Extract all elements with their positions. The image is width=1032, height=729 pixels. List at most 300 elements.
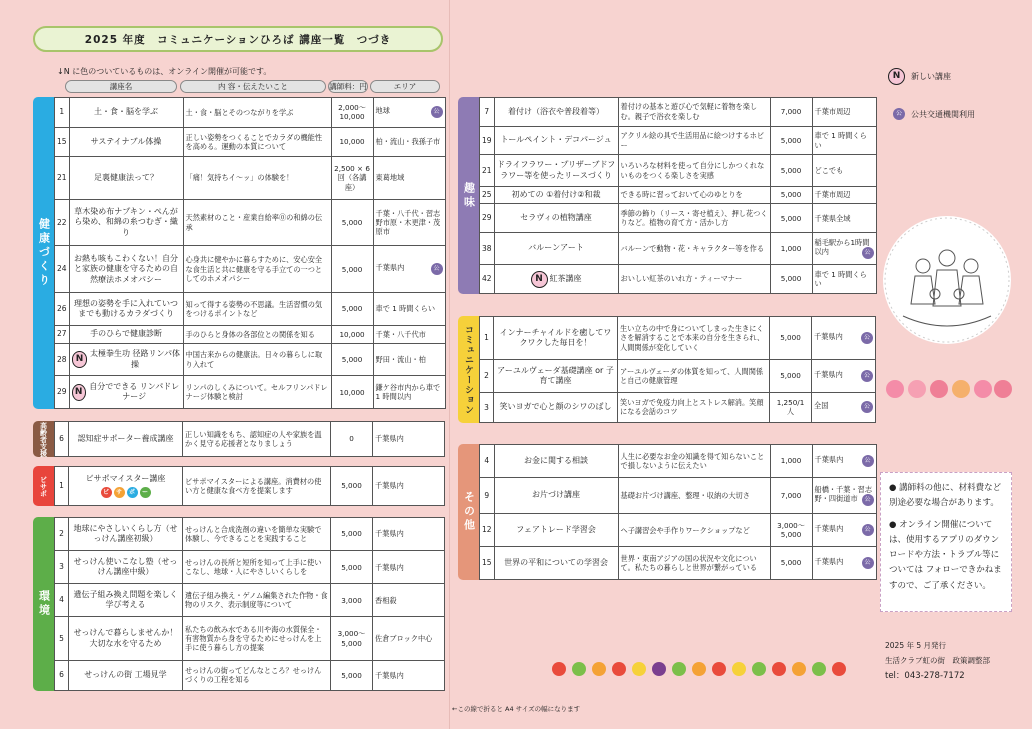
course-area: 車で 1 時間くらい: [814, 269, 867, 289]
course-name-cell: [69, 127, 183, 157]
vegetable-icon: [592, 662, 606, 676]
course-area-cell: [373, 551, 445, 584]
course-content: せっけんと合成洗剤の違いを簡単な実験で体験し、今できることを実践すること: [183, 518, 331, 551]
course-content: 私たちの飲み水である川や海の水質保全・有害物質から身を守るためにせっけんを上手に使う暮らし方の提案: [183, 617, 331, 660]
course-fee: 5,000: [331, 467, 373, 506]
course-name-cell: [69, 325, 183, 343]
table-row: [55, 584, 445, 617]
course-content: 中国古来からの健康法。日々の暮らしに取り入れて: [183, 343, 331, 375]
course-fee: 5,000: [331, 551, 373, 584]
course-number: 24: [55, 246, 70, 293]
new-badge-icon: N: [72, 351, 88, 368]
flower-icon: [886, 380, 904, 398]
course-number: 6: [55, 422, 69, 457]
course-name-cell: [69, 246, 183, 293]
table-row: [55, 518, 445, 551]
course-area: 千葉市周辺: [814, 107, 851, 117]
course-fee: 5,000: [331, 660, 373, 690]
course-content: 世界・東南アジアの国の状況や文化について。私たちの暮らしと世界が繋がっている: [618, 547, 770, 580]
flower-icon: [974, 380, 992, 398]
course-content: 生い立ちの中で身についてしまった生きにくさを解消することで本来の自分を生きられ、人間関係が変化していく: [618, 317, 770, 360]
course-name: お熱も咳もこわくない！自分と家族の健康を守るための自然療法ホメオパシー: [74, 253, 179, 284]
course-content: 心身共に健やかに暮らすために、安心安全な食生活と共に健康を守る手立ての一つとしてのホメオパシー: [183, 246, 331, 293]
legend-new-label: 新しい講座: [911, 72, 951, 81]
course-fee: 2,000～10,000: [331, 98, 373, 128]
course-content: おいしい紅茶のいれ方・ティーマナー: [618, 265, 770, 294]
course-fee: 5,000: [331, 246, 373, 293]
public-transport-icon: 公: [861, 332, 873, 344]
section-label: コミュニケーション: [458, 316, 479, 423]
online-note: ↓N に色のついているものは、オンライン開催が可能です。: [57, 67, 272, 76]
course-area: 千葉・八千代市: [375, 329, 426, 339]
flower-icon: [952, 380, 970, 398]
course-number: 12: [480, 514, 495, 547]
course-name: 認知症サポーター養成講座: [77, 433, 174, 443]
section-hobby: [458, 97, 877, 294]
course-content: 天然素材のこと・産業自給率⓪の和綿の伝承: [183, 199, 331, 246]
course-fee: 1,000: [770, 445, 812, 478]
course-name: セラヴィの植物講座: [520, 213, 592, 223]
course-area-cell: [812, 317, 876, 360]
table-row: [55, 343, 446, 375]
legend-new: [888, 68, 951, 85]
vegetable-icon: [712, 662, 726, 676]
table-row: [480, 514, 877, 547]
family-illustration: [883, 216, 1011, 344]
course-area-cell: [812, 265, 876, 294]
section-other: [458, 444, 877, 580]
course-area-cell: [373, 467, 445, 506]
course-name-cell: [494, 98, 618, 127]
table-row: [55, 325, 446, 343]
course-name-cell: [494, 265, 618, 294]
course-area-cell: [373, 343, 445, 375]
course-table: [54, 97, 446, 409]
course-content: 基礎お片づけ講座、整理・収納の大切さ: [618, 477, 770, 514]
course-content: ヘ子講習会や手作りワークショップなど: [618, 514, 770, 547]
course-area: 千葉県全域: [814, 213, 851, 223]
course-area: 佐倉ブロック中心: [375, 633, 433, 643]
public-transport-icon: 公: [431, 106, 443, 118]
course-table: [54, 466, 445, 506]
course-area: 稲毛駅から1時間以内: [814, 237, 870, 257]
course-name: ドライフラワー・プリザーブドフラワー等を使ったリースづくり: [496, 160, 616, 180]
course-area: 野田・流山・柏: [375, 355, 426, 365]
course-content: ビサポマイスターによる講座。消費材の使い方と健康な食べ方を提案します: [183, 467, 331, 506]
course-area-cell: [373, 199, 445, 246]
course-name-cell: [494, 204, 618, 233]
public-transport-icon: 公: [861, 370, 873, 382]
bisapo-logo-letter: ビ: [101, 487, 112, 498]
public-transport-icon: 公: [862, 557, 874, 569]
course-fee: 3,000: [331, 584, 373, 617]
course-area-cell: [812, 186, 876, 204]
flower-icon: [930, 380, 948, 398]
course-name-cell: [69, 343, 183, 375]
course-number: 3: [55, 551, 69, 584]
table-row: [480, 265, 877, 294]
vegetable-icon: [652, 662, 666, 676]
bisapo-logo-letter: ー: [140, 487, 151, 498]
course-name: 自分でできる リンパドレナージ: [89, 381, 180, 402]
header-content: 内 容・伝えたいこと: [180, 80, 326, 93]
table-row: [55, 376, 446, 409]
course-name-cell: [494, 477, 618, 514]
header-fee: 講師料：円: [329, 82, 367, 91]
page-title: 2025 年度 コミュニケーションひろば 講座一覧 つづき: [33, 26, 443, 52]
vegetable-icon: [692, 662, 706, 676]
course-name-cell: [494, 186, 618, 204]
course-fee: 7,000: [770, 98, 812, 127]
public-transport-icon: 公: [862, 494, 874, 506]
course-fee: 5,000: [770, 204, 812, 233]
course-area: 千葉・八千代・習志野市原・木更津・茂原市: [375, 208, 441, 237]
course-fee: 5,000: [770, 265, 812, 294]
table-row: [480, 317, 876, 360]
course-number: 25: [480, 186, 495, 204]
course-name-cell: [69, 660, 183, 690]
course-number: 4: [480, 445, 495, 478]
course-content: アーユルヴェーダの体質を知って、人間関係と自己の健康管理: [618, 360, 770, 393]
course-content: 人生に必要なお金の知識を得て知らないことで損しないように伝えたい: [618, 445, 770, 478]
legend-public-label: 公共交通機関利用: [911, 109, 975, 119]
course-area: 千葉県内: [814, 332, 843, 341]
course-area-cell: [812, 98, 876, 127]
course-name: せっけんで暮らしませんか！大切な水を守るため: [73, 628, 178, 648]
course-area-cell: [373, 617, 445, 660]
course-number: 1: [55, 467, 69, 506]
course-fee: 7,000: [770, 477, 812, 514]
course-name: バルーンアート: [528, 243, 584, 253]
section-label: ビサポ: [33, 466, 54, 506]
course-name: 初めての ①着付け②和裁: [511, 189, 601, 199]
course-name: 土・食・脳を学ぶ: [94, 107, 159, 117]
course-content: 土・食・脳とそのつながりを学ぶ: [183, 98, 331, 128]
section-bisapo: [33, 466, 445, 506]
course-content: バルーンで動物・花・キャラクター等を作る: [618, 233, 770, 265]
new-badge-icon: N: [531, 271, 548, 288]
course-name-cell: [69, 518, 183, 551]
course-content: リンパのしくみについて。セルフリンパドレナージ体験と検討: [183, 376, 331, 409]
new-badge-icon: N: [888, 68, 905, 85]
course-number: 21: [55, 157, 70, 199]
course-number: 21: [480, 155, 495, 186]
course-name: 手のひらで健康診断: [90, 329, 162, 339]
table-row: [480, 445, 877, 478]
course-number: 4: [55, 584, 69, 617]
course-content: 正しい知識をもち、認知症の人や家族を温かく見守る応援者となりましょう: [183, 422, 331, 457]
table-row: [480, 547, 877, 580]
course-name-cell: [494, 317, 618, 360]
vegetable-icon: [572, 662, 586, 676]
course-name: 地球にやさしいくらし方（せっけん講座初級）: [73, 523, 178, 544]
course-fee: 3,000～5,000: [331, 617, 373, 660]
course-fee: 3,000～5,000: [770, 514, 812, 547]
course-name-cell: [494, 547, 618, 580]
course-area: 地球: [375, 106, 390, 116]
table-row: [55, 199, 446, 246]
header-name: 講座名: [65, 80, 177, 93]
course-number: 1: [55, 98, 70, 128]
course-content: 遺伝子組み換え・ゲノム編集された作物・食物のリスク、表示制度等について: [183, 584, 331, 617]
course-area: 千葉県内: [814, 454, 844, 464]
section-label: 高齢者支援: [33, 421, 54, 457]
course-content: 手のひらと身体の各部位との関係を知る: [183, 325, 331, 343]
course-table: [479, 97, 877, 294]
section-environment: [33, 517, 445, 691]
course-table: [54, 421, 445, 457]
course-area-cell: [812, 204, 876, 233]
footer-date: 2025 年 5 月発行: [885, 641, 947, 650]
course-area: 千葉県内: [375, 481, 404, 491]
bisapo-logo-letter: サ: [114, 487, 125, 498]
course-name-cell: [69, 467, 183, 506]
course-name-cell: [494, 392, 618, 422]
public-transport-icon: 公: [862, 455, 874, 467]
table-row: [55, 660, 445, 690]
table-row: [480, 204, 877, 233]
flower-icon: [994, 380, 1012, 398]
course-area-cell: [373, 127, 445, 157]
note-item: ● 講師料の他に、材料費など別途必要な場合があります。: [889, 483, 1002, 509]
table-row: [55, 157, 446, 199]
notes-box: [880, 472, 1012, 612]
course-table: [54, 517, 445, 691]
public-transport-icon: 公: [862, 524, 874, 536]
section-communication: [458, 316, 876, 423]
table-row: [480, 392, 876, 422]
course-fee: 10,000: [331, 325, 373, 343]
course-number: 26: [55, 293, 70, 325]
course-fee: 2,500 × 6 回（各講座）: [331, 157, 373, 199]
course-area-cell: [812, 392, 876, 422]
section-elderly: [33, 421, 445, 457]
course-content: アクリル絵の具で生活用品に絵つけするホビー: [618, 126, 770, 155]
course-number: 27: [55, 325, 70, 343]
course-name: トールペイント・デコパージュ: [500, 135, 612, 145]
course-area-cell: [812, 155, 876, 186]
course-fee: 5,000: [331, 343, 373, 375]
table-row: [480, 233, 877, 265]
vegetable-icon: [792, 662, 806, 676]
course-area-cell: [812, 514, 876, 547]
course-content: 正しい姿勢をつくることでカラダの機能性を高める。運動の本質について: [183, 127, 331, 157]
course-fee: 5,000: [770, 126, 812, 155]
vegetable-icon: [772, 662, 786, 676]
course-name-cell: [69, 551, 183, 584]
fold-note: ←この線で折ると A4 サイズの幅になります: [452, 705, 581, 713]
course-number: 2: [480, 360, 494, 393]
course-name: フェアトレード学習会: [516, 525, 596, 535]
course-area: 千葉県内: [375, 562, 404, 572]
course-name: 草木染め布ナプキン・ぺんがら染め、和綿の糸つむぎ・織り: [74, 207, 178, 237]
section-label: 趣味: [458, 97, 479, 294]
course-name-cell: [494, 126, 618, 155]
course-area-cell: [373, 376, 445, 409]
vegetable-icon: [752, 662, 766, 676]
course-number: 5: [55, 617, 69, 660]
course-content: 季節の飾り（リース・寄せ植え）、押し花つくりなど。植物の育て方・活かし方: [618, 204, 770, 233]
course-area-cell: [373, 325, 445, 343]
section-health: [33, 97, 446, 409]
course-area-cell: [812, 445, 876, 478]
course-area: 千葉県内: [814, 524, 844, 534]
course-name-cell: [69, 157, 183, 199]
course-name-cell: [69, 98, 183, 128]
course-table: [479, 444, 877, 580]
course-area: 千葉県内: [375, 434, 404, 444]
course-area: どこでも: [814, 165, 844, 175]
course-number: 28: [55, 343, 70, 375]
fold-line: [449, 0, 450, 729]
table-row: [480, 186, 877, 204]
course-number: 2: [55, 518, 69, 551]
course-area: 千葉県内: [814, 557, 844, 567]
course-area: 千葉県内: [375, 529, 404, 539]
course-number: 15: [55, 127, 70, 157]
section-label: その他: [458, 444, 479, 580]
course-name: 世界の平和についての学習会: [504, 557, 608, 567]
table-row: [480, 155, 877, 186]
course-number: 29: [55, 376, 70, 409]
course-area: 車で 1 時間くらい: [814, 131, 867, 150]
course-number: 42: [480, 265, 495, 294]
course-area-cell: [373, 246, 445, 293]
course-name-cell: [494, 360, 618, 393]
course-fee: 5,000: [770, 547, 812, 580]
course-fee: 0: [331, 422, 373, 457]
course-fee: 10,000: [331, 127, 373, 157]
course-number: 29: [480, 204, 495, 233]
course-number: 15: [480, 547, 495, 580]
section-label: 健康づくり: [33, 97, 54, 409]
course-area-cell: [812, 233, 876, 265]
course-name: せっけん使いこなし塾（せっけん講座中級）: [73, 556, 178, 577]
course-number: 22: [55, 199, 70, 246]
course-name: 遺伝子組み換え問題を楽しく学び考える: [73, 589, 178, 610]
table-row: [55, 467, 445, 506]
vegetable-icon: [812, 662, 826, 676]
course-area-cell: [373, 660, 445, 690]
course-name-cell: [69, 422, 183, 457]
public-transport-icon: 公: [893, 108, 905, 120]
course-area-cell: [373, 518, 445, 551]
course-name: インナーチャイルドを癒してワクワクした毎日を！: [499, 327, 612, 347]
course-area-cell: [812, 360, 876, 393]
course-name: アーユルヴェーダ基礎講座 or 子育て講座: [497, 365, 614, 385]
table-row: [55, 422, 445, 457]
course-number: 9: [480, 477, 495, 514]
section-label: 環境: [33, 517, 54, 691]
course-name: 太極拳生功 径路リンパ体操: [90, 349, 180, 369]
course-fee: 5,000: [770, 317, 812, 360]
course-name-cell: [494, 445, 618, 478]
course-area: 千葉県内: [375, 670, 404, 680]
course-area: 鎌ケ谷市内から車で 1 時間以内: [375, 382, 441, 402]
course-area: 柏・流山・我孫子市: [375, 137, 441, 147]
course-area-cell: [812, 126, 876, 155]
table-row: [55, 127, 446, 157]
course-area: 香相殺: [375, 595, 397, 605]
course-area-cell: [373, 293, 445, 325]
course-content: 着付けの基本と遊び心で気軽に着物を楽しむ。親子で浴衣を楽しむ: [618, 98, 770, 127]
course-name: せっけんの街 工場見学: [84, 670, 167, 680]
course-fee: 5,000: [331, 518, 373, 551]
course-number: 19: [480, 126, 495, 155]
course-area-cell: [373, 157, 445, 199]
course-fee: 5,000: [770, 186, 812, 204]
course-content: 知って得する姿勢の不思議。生活習慣の気をつけるポイントなど: [183, 293, 331, 325]
table-row: [55, 293, 446, 325]
course-name-cell: [494, 514, 618, 547]
table-row: [55, 617, 445, 660]
course-area: 全国: [814, 401, 829, 411]
course-number: 38: [480, 233, 495, 265]
table-row: [55, 98, 446, 128]
course-name-cell: [69, 199, 183, 246]
public-transport-icon: 公: [431, 263, 443, 275]
course-content: 「痛！気持ちイ～ッ」の体験を！: [183, 157, 331, 199]
new-badge-icon: N: [72, 384, 86, 401]
course-name-cell: [494, 233, 618, 265]
legend-public: [893, 108, 975, 120]
course-fee: 5,000: [331, 293, 373, 325]
vegetable-icon: [832, 662, 846, 676]
table-row: [480, 360, 876, 393]
course-area: 東葛地域: [375, 173, 405, 183]
course-name: 着付け（浴衣や普段着等）: [508, 106, 605, 116]
bisapo-logo-letter: ポ: [127, 487, 138, 498]
course-name: ビサポマイスター講座: [85, 474, 166, 484]
vegetable-icon: [552, 662, 566, 676]
note-item: ● オンライン開催については、使用するアプリのダウンロードや方法・トラブル等については フォローできかねますので、ご了承ください。: [889, 519, 1002, 591]
header-area: エリア: [370, 80, 440, 93]
course-number: 1: [480, 317, 494, 360]
course-area: 車で 1 時間くらい: [375, 304, 436, 314]
course-fee: 1,250/1 人: [770, 392, 812, 422]
course-area: 千葉県内: [375, 263, 405, 273]
course-content: せっけんの街ってどんなところ？せっけんづくりの工程を知る: [183, 660, 331, 690]
course-fee: 5,000: [770, 360, 812, 393]
course-area-cell: [373, 422, 445, 457]
course-name: お金に関する相談: [524, 455, 589, 465]
course-area-cell: [812, 547, 876, 580]
course-content: できる時に習っておいて心のゆとりを: [618, 186, 770, 204]
course-fee: 1,000: [770, 233, 812, 265]
course-number: 6: [55, 660, 69, 690]
course-name: 笑いヨガで心と顔のシワのばし: [499, 402, 612, 412]
course-name-cell: [69, 293, 183, 325]
table-row: [55, 551, 445, 584]
vegetable-icon: [612, 662, 626, 676]
course-name: 紅茶講座: [549, 273, 582, 283]
public-transport-icon: 公: [861, 401, 873, 413]
course-fee: 5,000: [770, 155, 812, 186]
flower-icon: [908, 380, 926, 398]
table-row: [55, 246, 446, 293]
vegetable-icon: [672, 662, 686, 676]
course-area-cell: [812, 477, 876, 514]
course-area: 千葉県内: [814, 369, 843, 379]
course-name-cell: [69, 584, 183, 617]
course-number: 7: [480, 98, 495, 127]
course-content: せっけんの長所と短所を知って上手に使いこなし、地球・人にやさしいくらしを: [183, 551, 331, 584]
course-number: 3: [480, 392, 494, 422]
table-row: [480, 477, 877, 514]
course-name: 足裏健康法って？: [94, 172, 159, 182]
table-row: [480, 98, 877, 127]
course-area: 船橋・千葉・習志野・四街道市: [814, 484, 873, 504]
